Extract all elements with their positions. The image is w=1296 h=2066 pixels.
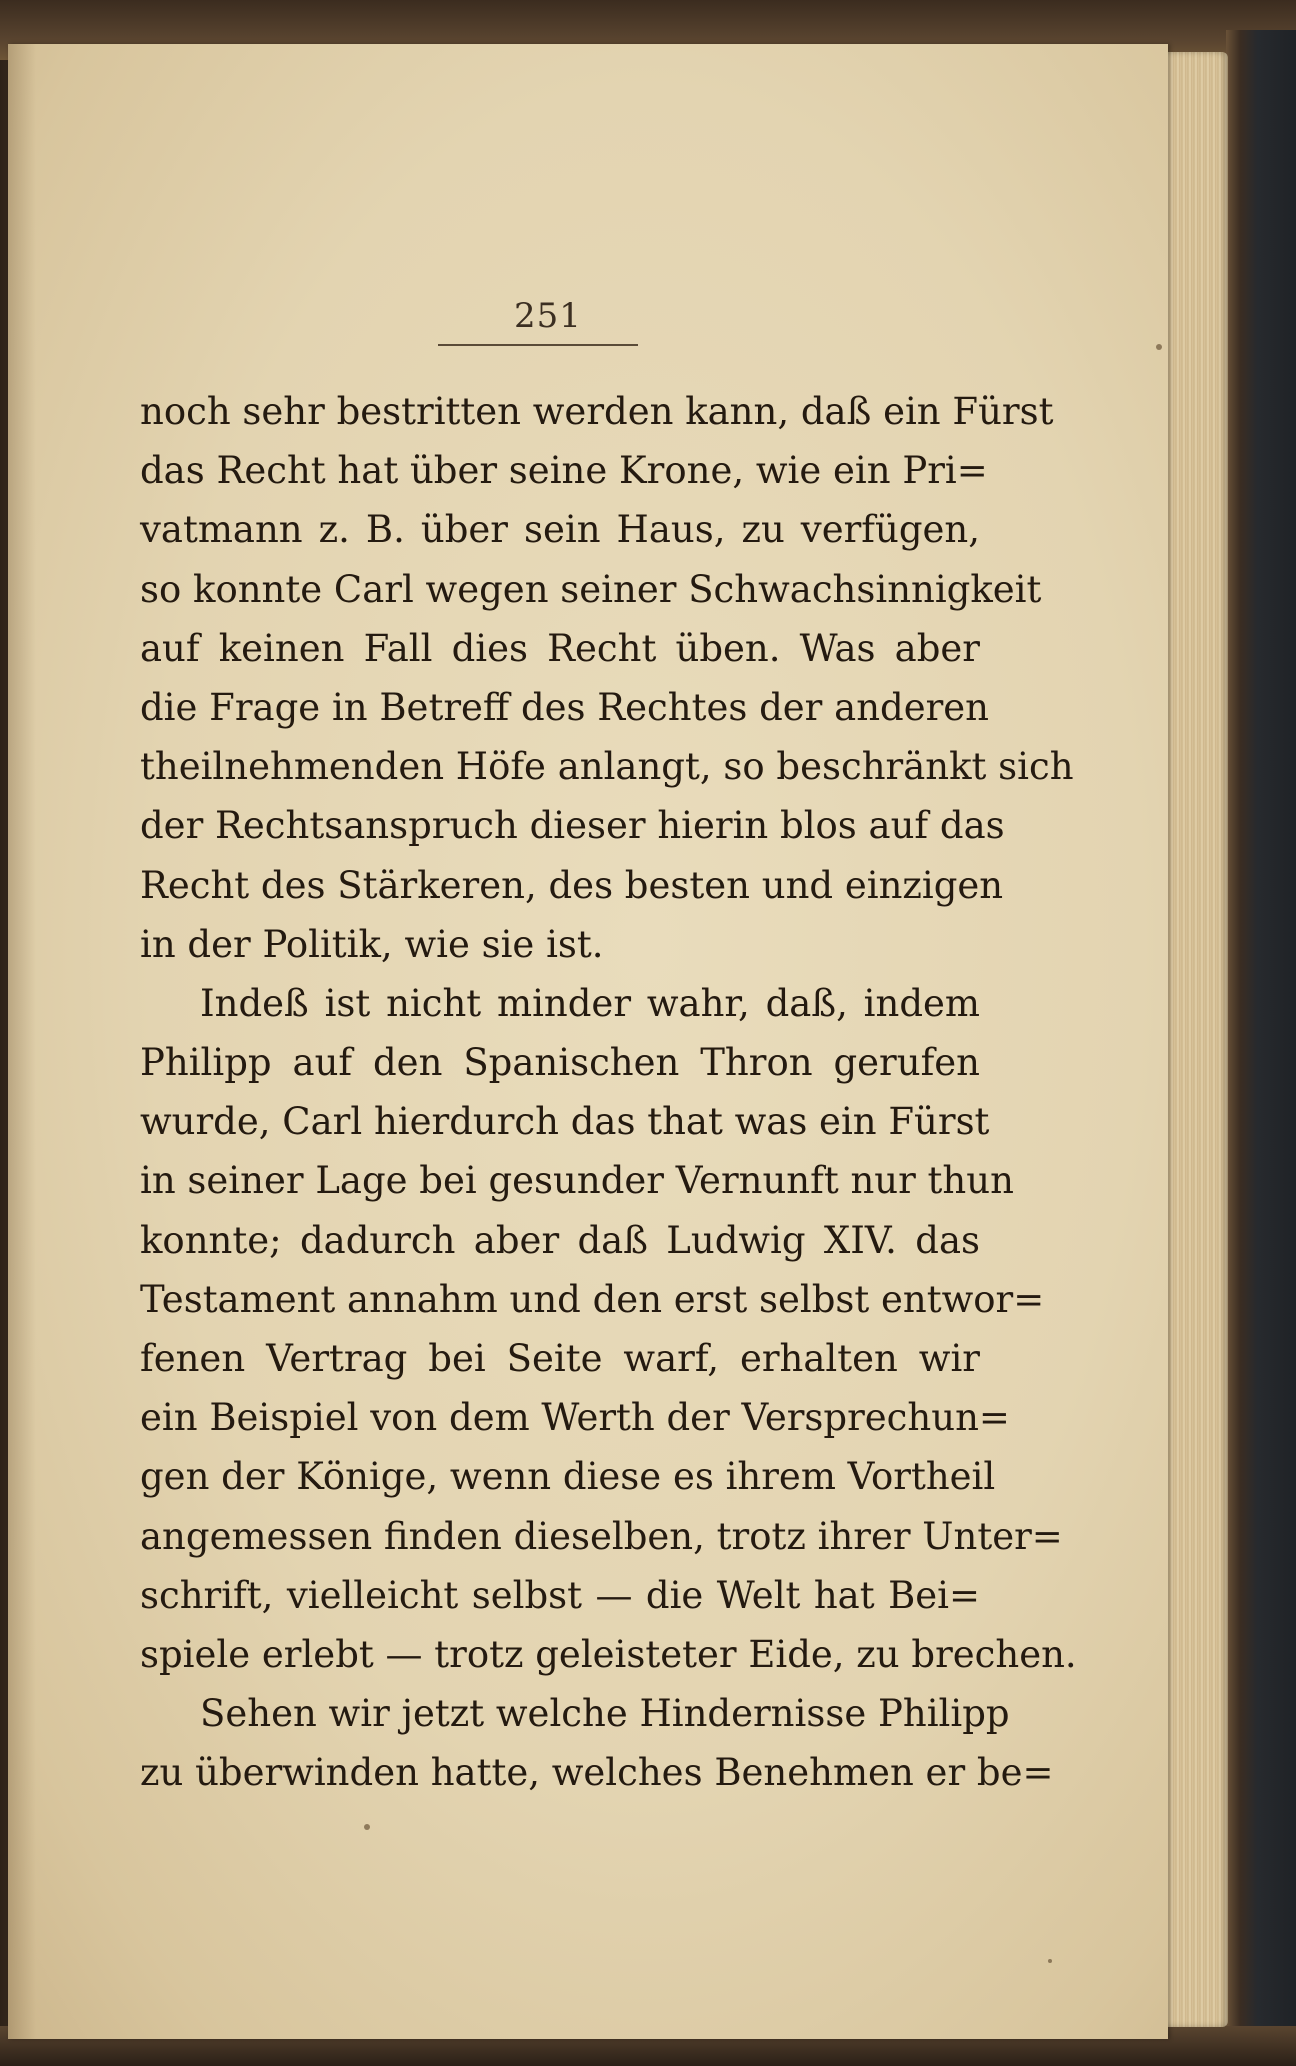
text-line: das Recht hat über seine Krone, wie ein Pri= [140, 449, 988, 493]
paper-speck [1048, 1959, 1052, 1963]
text-line: Philipp auf den Spanischen Thron gerufen [140, 1041, 980, 1085]
text-line-paragraph-end: in der Politik, wie sie ist. [140, 922, 604, 966]
text-line: die Frage in Betreff des Rechtes der anderen [140, 685, 990, 729]
book-cover-spine-edge [1226, 30, 1296, 2066]
text-line-paragraph-start: Indeß ist nicht minder wahr, daß, indem [200, 981, 980, 1025]
text-line: der Rechtsanspruch dieser hierin blos auf das [140, 804, 1005, 848]
book-page [8, 44, 1168, 2039]
text-line: gen der Könige, wenn diese es ihrem Vortheil [140, 1455, 996, 1499]
page-number: 251 [514, 296, 582, 336]
text-line: ein Beispiel von dem Werth der Versprechun= [140, 1396, 1010, 1440]
text-line: schrift, vielleicht selbst — die Welt hat Bei= [140, 1573, 980, 1617]
text-line: angemessen finden dieselben, trotz ihrer Unter= [140, 1514, 1063, 1558]
header-rule [438, 344, 638, 346]
text-line: zu überwinden hatte, welches Benehmen er be= [140, 1751, 1054, 1795]
text-line-paragraph-start: Sehen wir jetzt welche Hindernisse Philipp [200, 1692, 1010, 1736]
paper-speck [364, 1824, 370, 1830]
text-line: so konnte Carl wegen seiner Schwachsinnigkeit [140, 567, 1042, 611]
text-line-paragraph-end: spiele erlebt — trotz geleisteter Eide, zu brechen. [140, 1632, 1077, 1676]
text-line: Recht des Stärkeren, des besten und einzigen [140, 863, 1004, 907]
text-line: Testament annahm und den erst selbst entwor= [140, 1277, 1045, 1321]
text-line: vatmann z. B. über sein Haus, zu verfügen, [140, 508, 980, 552]
text-line: theilnehmenden Höfe anlangt, so beschränkt sich [140, 745, 1074, 789]
text-line: wurde, Carl hierdurch das that was ein Fürst [140, 1100, 990, 1144]
body-text [140, 382, 1077, 1803]
text-line: auf keinen Fall dies Recht üben. Was aber [140, 626, 980, 670]
text-line: konnte; dadurch aber daß Ludwig XIV. das [140, 1218, 980, 1262]
paper-speck [1156, 344, 1162, 350]
text-line: fenen Vertrag bei Seite warf, erhalten wir [140, 1337, 980, 1380]
text-line: noch sehr bestritten werden kann, daß ein Fürst [140, 390, 1054, 433]
text-line: in seiner Lage bei gesunder Vernunft nur thun [140, 1159, 1014, 1203]
